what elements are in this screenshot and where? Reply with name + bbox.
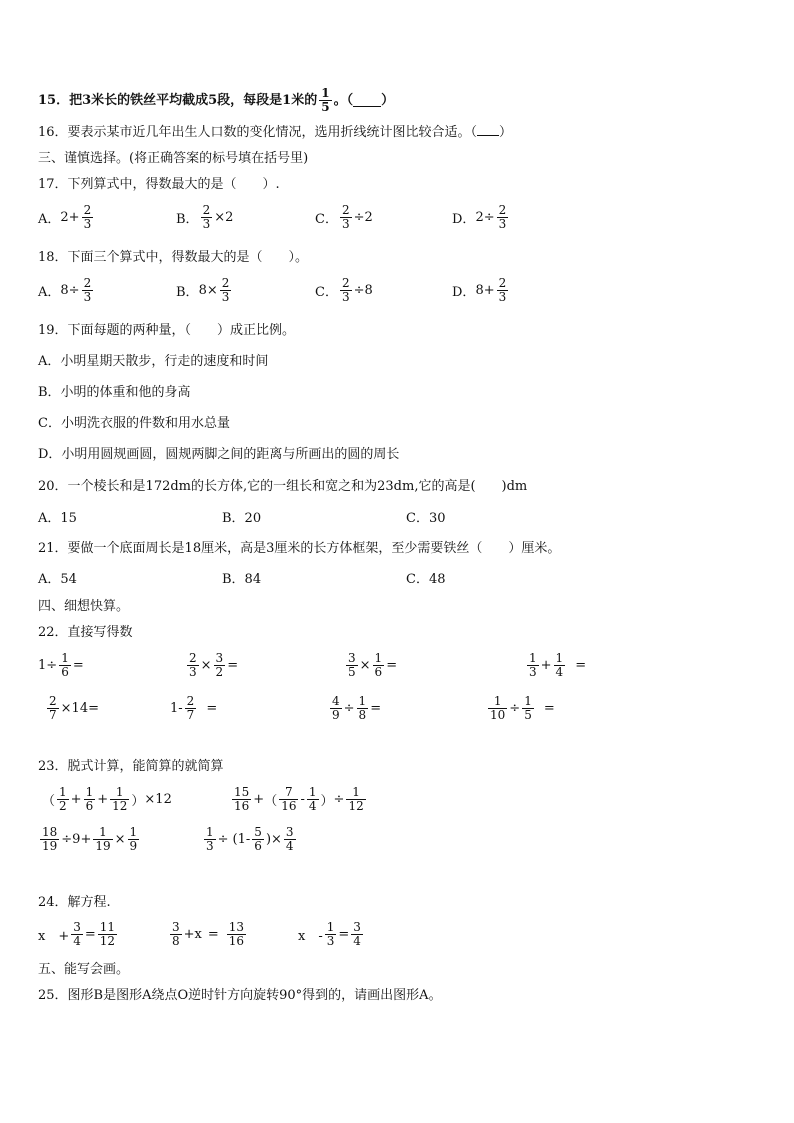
q22-expr-1: 1 ÷ $\frac{1}{6}$ =	[38, 651, 84, 679]
question-24: 24．解方程.	[38, 895, 111, 910]
question-16: 16．要表示某市近几年出生人口数的变化情况，选用折线统计图比较合适。（ ）	[38, 125, 513, 140]
q17-option-c[interactable]: C． $\frac{2}{3}$ ÷2	[315, 203, 373, 231]
q15-text: 15．把3米长的铁丝平均截成5段，每段是1米的	[38, 92, 318, 108]
question-23: 23．脱式计算，能简算的就简算	[38, 759, 224, 774]
q24-equation-2: $\frac{3}{8}$ +x = $\frac{13}{16}$	[172, 920, 245, 948]
question-25: 25．图形B是图形A绕点O逆时针方向旋转90°得到的，请画出图形A。	[38, 988, 442, 1003]
section-5-heading: 五、能写会画。	[38, 962, 130, 977]
q23-expr-4: $\frac{1}{3}$ ÷ ( 1- $\frac{5}{6}$ ) × $\frac{3}{4}$	[206, 825, 294, 853]
q22-expr-8: $\frac{1}{10}$ ÷ $\frac{1}{5}$ =	[490, 694, 555, 722]
q17-option-b[interactable]: B． $\frac{2}{3}$ ×2	[176, 203, 234, 231]
section-3-heading: 三、谨慎选择。(将正确答案的标号填在括号里)	[38, 151, 309, 166]
question-15: 15．把3米长的铁丝平均截成5段，每段是1米的 $\frac{1}{5}$ 。（ ）	[38, 86, 395, 114]
question-17: 17．下列算式中，得数最大的是（ ）.	[38, 177, 280, 192]
section-4-heading: 四、细想快算。	[38, 599, 130, 614]
q22-expr-6: 1- $\frac{2}{7}$ =	[170, 694, 218, 722]
q23-expr-3: $\frac{18}{19}$ ÷9+ $\frac{1}{19}$ × $\frac{1}{9}$	[42, 825, 138, 853]
q17-option-a[interactable]: A． 2+ $\frac{2}{3}$	[38, 203, 92, 231]
question-22: 22．直接写得数	[38, 625, 133, 640]
q21-option-a[interactable]: A．54	[38, 572, 77, 587]
q20-option-c[interactable]: C．30	[406, 511, 446, 526]
q18-option-d[interactable]: D． 8+ $\frac{2}{3}$	[452, 276, 507, 304]
answer-blank[interactable]	[353, 94, 381, 107]
q20-option-b[interactable]: B．20	[222, 511, 262, 526]
answer-blank[interactable]	[477, 123, 499, 136]
q17-option-d[interactable]: D． 2÷ $\frac{2}{3}$	[452, 203, 507, 231]
q22-expr-2: $\frac{2}{3}$ × $\frac{3}{2}$ =	[189, 651, 239, 679]
q18-option-b[interactable]: B． 8× $\frac{2}{3}$	[176, 276, 230, 304]
q24-equation-3: x - $\frac{1}{3}$ = $\frac{3}{4}$	[298, 920, 361, 948]
q20-option-a[interactable]: A．15	[38, 511, 77, 526]
q23-expr-2: $\frac{15}{16}$ + （ $\frac{7}{16}$ - $\frac{1}{4}$ ） ÷ $\frac{1}{12}$	[234, 785, 364, 813]
q22-expr-5: $\frac{2}{7}$ × 14 =	[49, 694, 99, 722]
q21-option-b[interactable]: B．84	[222, 572, 262, 587]
question-21: 21．要做一个底面周长是18厘米，高是3厘米的长方体框架，至少需要铁丝（ ）厘米。	[38, 541, 561, 556]
q22-expr-7: $\frac{4}{9}$ ÷ $\frac{1}{8}$ =	[332, 694, 382, 722]
q18-option-c[interactable]: C． $\frac{2}{3}$ ÷8	[315, 276, 373, 304]
question-19: 19．下面每题的两种量，（ ）成正比例。	[38, 323, 296, 338]
q19-option-d[interactable]: D．小明用圆规画圆，圆规两脚之间的距离与所画出的圆的周长	[38, 447, 400, 462]
q19-option-c[interactable]: C．小明洗衣服的件数和用水总量	[38, 416, 230, 431]
q24-equation-1: x + $\frac{3}{4}$ = $\frac{11}{12}$	[38, 920, 116, 948]
q21-option-c[interactable]: C．48	[406, 572, 446, 587]
q15-fraction: $\frac{1}{5}$	[321, 86, 330, 114]
q22-expr-4: $\frac{1}{3}$ + $\frac{1}{4}$ =	[529, 651, 587, 679]
q23-expr-1: （ $\frac{1}{2}$ + $\frac{1}{6}$ + $\frac{1}{12}$ ） ×12	[42, 785, 172, 813]
question-18: 18．下面三个算式中，得数最大的是（ ）。	[38, 250, 309, 265]
question-20: 20．一个棱长和是172dm的长方体,它的一组长和宽之和为23dm,它的高是( )dm	[38, 479, 528, 494]
q18-option-a[interactable]: A． 8÷ $\frac{2}{3}$	[38, 276, 92, 304]
q19-option-b[interactable]: B．小明的体重和他的身高	[38, 385, 191, 400]
q22-expr-3: $\frac{3}{5}$ × $\frac{1}{6}$ =	[348, 651, 398, 679]
q19-option-a[interactable]: A．小明星期天散步，行走的速度和时间	[38, 354, 269, 369]
